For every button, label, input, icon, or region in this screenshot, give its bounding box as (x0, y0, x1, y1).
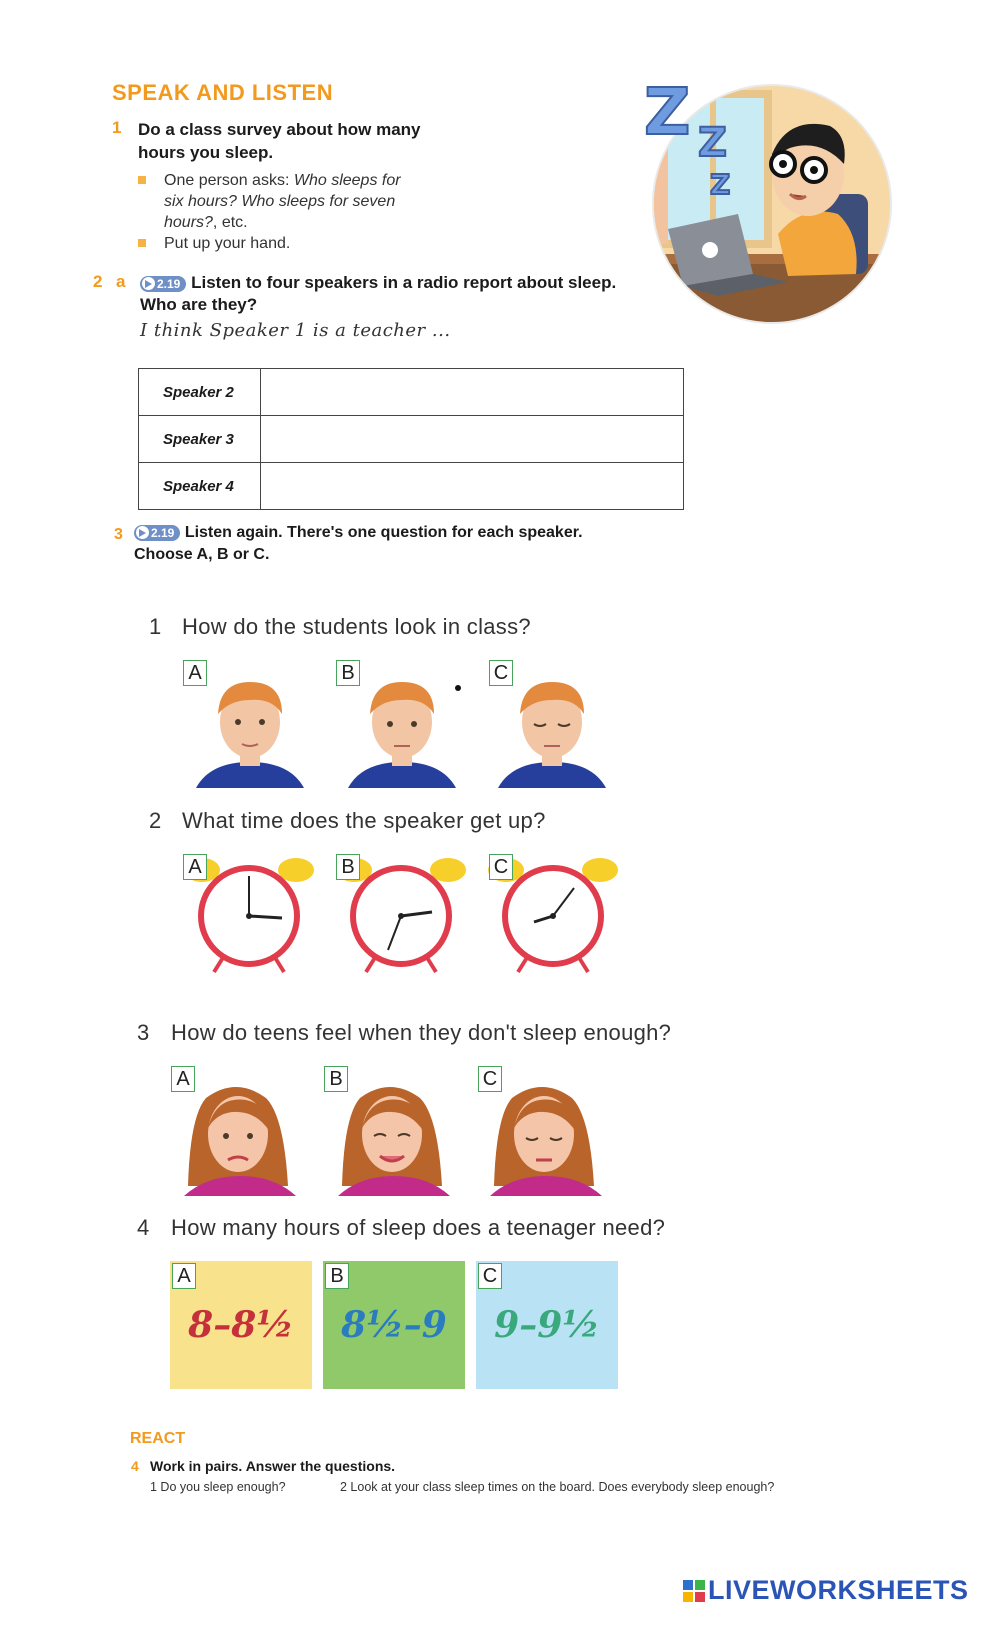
play-icon (136, 526, 149, 539)
option-c-label: C (478, 1263, 502, 1289)
task3-instruction (134, 522, 583, 566)
bullet-icon (138, 176, 146, 184)
section-heading: SPEAK AND LISTEN (112, 80, 334, 105)
q2-alarm-clocks (184, 856, 624, 976)
speaker-label: Speaker 3 (139, 416, 261, 463)
speaker-label: Speaker 2 (139, 369, 261, 416)
task2-instruction (140, 272, 616, 316)
boy-face-illustration (196, 682, 304, 788)
react-heading: REACT (130, 1430, 186, 1447)
question-text: How many hours of sleep does a teenager need? (171, 1215, 666, 1240)
task-letter: a (116, 272, 126, 291)
bullet-text: Put up your hand. (164, 235, 291, 252)
girl-face-illustration (490, 1087, 602, 1196)
option-a-label[interactable]: A (183, 660, 207, 686)
react-question-2: 2 Look at your class sleep times on the board. Does everybody sleep enough? (340, 1480, 775, 1494)
option-b-label: B (325, 1263, 349, 1289)
svg-text:Z: Z (698, 120, 728, 166)
speakers-table (138, 368, 684, 510)
boy-face-illustration (498, 682, 606, 788)
option-b-label[interactable]: B (336, 660, 360, 686)
question-number: 3 (137, 1020, 150, 1045)
table-row (139, 463, 684, 510)
table-row (139, 369, 684, 416)
speaker-label: Speaker 4 (139, 463, 261, 510)
option-c-label[interactable]: C (478, 1066, 502, 1092)
audio-track-label: 2.19 (157, 276, 181, 291)
girl-face-illustration (184, 1087, 296, 1196)
option-a-label[interactable]: A (183, 854, 207, 880)
boy-face-illustration (348, 682, 456, 788)
answer-value: 8–8½ (188, 1304, 294, 1346)
answer-value: 9–9½ (494, 1304, 600, 1346)
q3-girl-faces (176, 1076, 636, 1196)
girl-face-illustration (338, 1087, 450, 1196)
bullet-text: One person asks: (164, 172, 294, 189)
logo-text: LIVEWORKSHEETS (708, 1575, 969, 1605)
task3-line: Choose A, B or C. (134, 546, 270, 563)
task-number: 4 (131, 1458, 139, 1474)
speaker-answer-cell[interactable] (261, 416, 684, 463)
audio-track-label: 2.19 (151, 525, 175, 540)
liveworksheets-logo[interactable] (683, 1575, 969, 1606)
option-b-label[interactable]: B (336, 854, 360, 880)
logo-grid-icon (683, 1580, 705, 1602)
task3-line: Listen again. There's one question for each speaker. (184, 524, 583, 541)
option-c-label[interactable]: C (489, 854, 513, 880)
answer-card-c[interactable] (476, 1261, 618, 1389)
speaker-answer-cell[interactable] (261, 369, 684, 416)
svg-text:Z: Z (644, 76, 691, 150)
sleeping-boy-illustration (638, 64, 900, 326)
task-number: 2 (93, 272, 103, 291)
question-text: What time does the speaker get up? (182, 808, 546, 833)
answer-card-a[interactable] (170, 1261, 312, 1389)
question-number: 4 (137, 1215, 150, 1240)
answer-value: 8½–9 (341, 1304, 447, 1346)
option-b-label[interactable]: B (324, 1066, 348, 1092)
question-number: 2 (149, 808, 162, 833)
task2-line: Listen to four speakers in a radio report about sleep. (191, 273, 617, 292)
speaker-answer-cell[interactable] (261, 463, 684, 510)
bullet-text-italic: Who sleeps for (293, 172, 401, 189)
bullet-text: , etc. (212, 214, 248, 231)
example-sentence: I think Speaker 1 is a teacher ... (140, 320, 451, 341)
q1-boy-faces (190, 670, 630, 790)
task2-line: Who are they? (140, 295, 258, 314)
option-a-label[interactable]: A (171, 1066, 195, 1092)
react-question-1: 1 Do you sleep enough? (150, 1480, 286, 1494)
task1-bullets (138, 170, 401, 254)
task-number: 3 (114, 526, 123, 543)
question-text: How do the students look in class? (182, 614, 531, 639)
svg-text:Z: Z (710, 168, 731, 201)
task1-instruction (138, 118, 420, 164)
bullet-text-italic: six hours? Who sleeps for seven (164, 193, 396, 210)
audio-track-button[interactable] (140, 276, 186, 292)
answer-card-b[interactable] (323, 1261, 465, 1389)
question-number: 1 (149, 614, 162, 639)
option-a-label: A (172, 1263, 196, 1289)
react-instruction: Work in pairs. Answer the questions. (150, 1458, 396, 1474)
task1-line: hours you sleep. (138, 143, 274, 162)
table-row (139, 416, 684, 463)
task-number: 1 (112, 118, 122, 137)
bullet-text-italic: hours? (164, 214, 213, 231)
audio-track-button[interactable] (134, 525, 180, 541)
option-c-label[interactable]: C (489, 660, 513, 686)
bullet-icon (138, 239, 146, 247)
play-icon (142, 277, 155, 290)
question-text: How do teens feel when they don't sleep enough? (171, 1020, 672, 1045)
task1-line: Do a class survey about how many (138, 120, 421, 139)
